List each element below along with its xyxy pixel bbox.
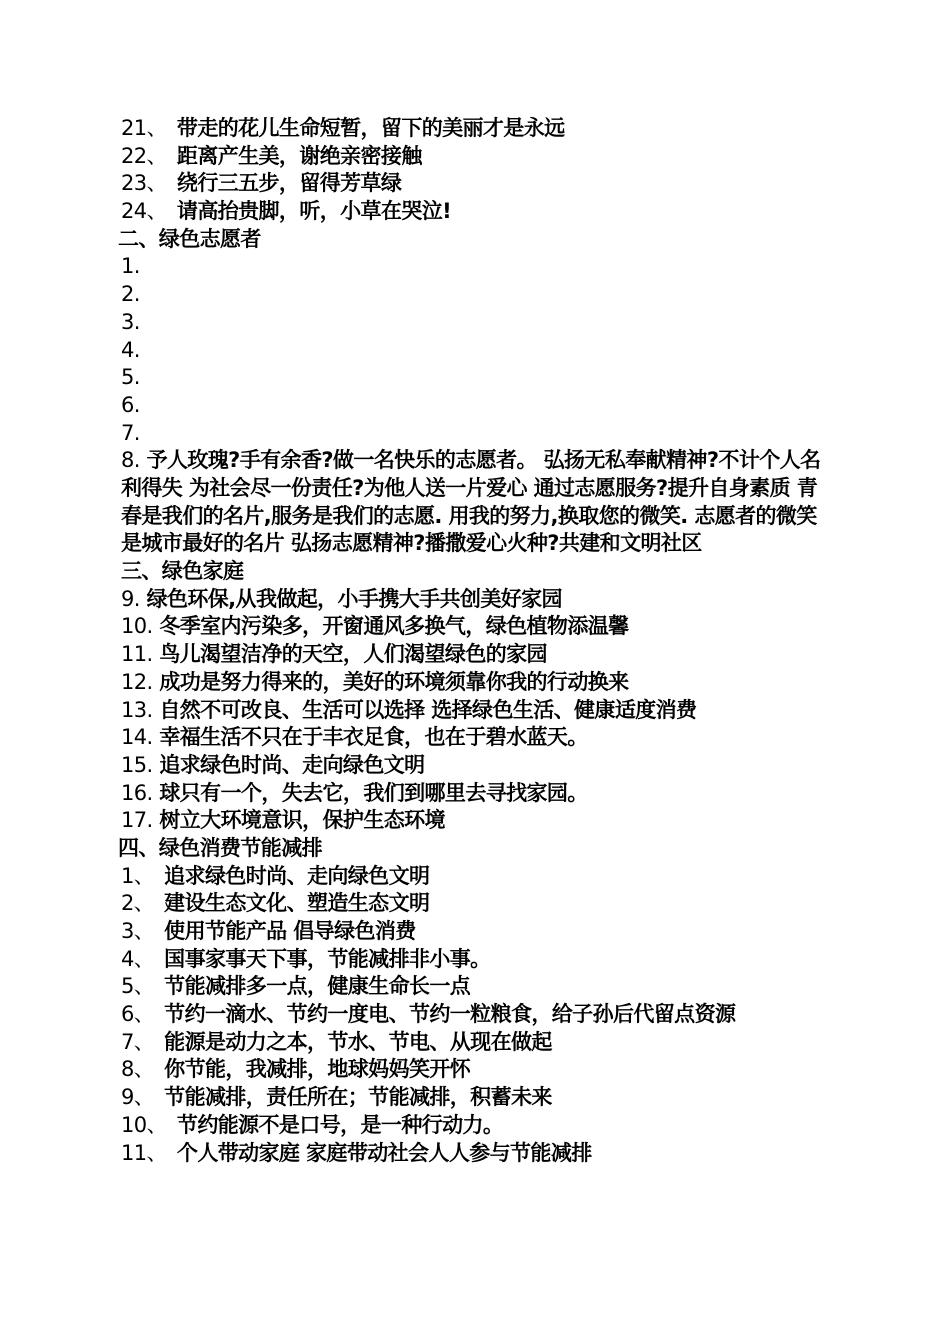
list-item-paragraph bbox=[118, 1001, 836, 1029]
item-number: 21、 bbox=[121, 116, 167, 140]
item-number: 9、 bbox=[121, 1085, 155, 1110]
item-number: 9. bbox=[121, 586, 140, 611]
item-text: 你节能，我减排，地球妈妈笑开怀 bbox=[164, 1057, 471, 1082]
item-number: 4、 bbox=[121, 946, 155, 971]
list-item bbox=[118, 669, 848, 697]
item-text: 带走的花儿生命短暂，留下的美丽才是永远 bbox=[176, 116, 565, 140]
list-item bbox=[118, 724, 848, 752]
list-item: 6. bbox=[121, 392, 140, 417]
list-item bbox=[118, 807, 848, 835]
list-item bbox=[118, 946, 848, 974]
list-item bbox=[118, 586, 848, 614]
item-number: 7、 bbox=[121, 1029, 155, 1054]
item-number: 16. bbox=[121, 780, 153, 805]
list-item bbox=[118, 613, 848, 641]
list-item bbox=[118, 890, 848, 918]
item-number: 10. bbox=[121, 614, 153, 639]
list-item bbox=[118, 1112, 848, 1140]
item-number: 22、 bbox=[121, 143, 167, 168]
item-number: 10、 bbox=[121, 1112, 167, 1137]
list-item bbox=[118, 973, 848, 1001]
item-text: 追求绿色时尚、走向绿色文明 bbox=[159, 752, 425, 777]
item-number: 8、 bbox=[121, 1057, 155, 1082]
item-number: 2、 bbox=[121, 891, 155, 916]
section-heading: 四、绿色消费节能减排 bbox=[118, 835, 322, 860]
list-item: 1. bbox=[121, 254, 140, 279]
section-heading: 二、绿色志愿者 bbox=[118, 226, 261, 251]
item-text: 自然不可改良、生活可以选择 选择绿色生活、健康适度消费 bbox=[159, 697, 697, 722]
list-item bbox=[118, 780, 848, 808]
list-item: 7. bbox=[121, 420, 140, 445]
list-item bbox=[118, 918, 848, 946]
item-text: 绕行三五步，留得芳草绿 bbox=[176, 171, 402, 196]
item-text: 鸟儿渴望洁净的天空，人们渴望绿色的家园 bbox=[159, 642, 547, 667]
list-item bbox=[118, 1140, 848, 1168]
item-text: 追求绿色时尚、走向绿色文明 bbox=[164, 863, 430, 888]
item-text: 冬季室内污染多，开窗通风多换气，绿色植物添温馨 bbox=[159, 614, 629, 639]
item-number: 1、 bbox=[121, 863, 155, 888]
item-text: 予人玫瑰?手有余香?做一名快乐的志愿者。 弘扬无私奉献精神?不计个人名利得失 为社会尽一份责任?为他人送一片爱心 通过志愿服务?提升自身素质 青春是我们的名片,服务是我们的志愿. 用我的努力,换取您的微笑. 志愿者的微笑是城市最好的名片 弘扬志愿精神?播撒爱心火种?共建和文明社区 bbox=[121, 448, 821, 556]
item-text: 个人带动家庭 家庭带动社会人人参与节能减排 bbox=[176, 1140, 592, 1165]
item-text: 节约能源不是口号，是一种行动力。 bbox=[176, 1112, 504, 1137]
list-item bbox=[118, 1029, 848, 1057]
item-number: 15. bbox=[121, 752, 153, 777]
item-text: 成功是努力得来的，美好的环境须靠你我的行动换来 bbox=[159, 669, 629, 694]
list-item bbox=[118, 1084, 848, 1112]
list-item bbox=[118, 198, 848, 226]
item-number: 11、 bbox=[121, 1140, 167, 1165]
list-item bbox=[118, 170, 848, 198]
item-text: 距离产生美，谢绝亲密接触 bbox=[176, 143, 422, 168]
item-number: 17. bbox=[121, 808, 153, 833]
item-text: 能源是动力之本，节水、节电、从现在做起 bbox=[164, 1029, 552, 1054]
list-item bbox=[118, 863, 848, 891]
list-item bbox=[118, 697, 848, 725]
document-page bbox=[118, 115, 848, 1167]
item-text: 请高抬贵脚，听，小草在哭泣! bbox=[176, 199, 452, 224]
item-text: 建设生态文化、塑造生态文明 bbox=[164, 891, 430, 916]
item-text: 幸福生活不只在于丰衣足食，也在于碧水蓝天。 bbox=[159, 725, 588, 750]
item-text: 节能减排多一点，健康生命长一点 bbox=[164, 974, 471, 999]
item-number: 13. bbox=[121, 697, 153, 722]
list-item bbox=[118, 115, 848, 143]
item-text: 国事家事天下事，节能减排非小事。 bbox=[164, 946, 491, 971]
list-item: 2. bbox=[121, 282, 140, 307]
item-text: 绿色环保,从我做起，小手携大手共创美好家园 bbox=[146, 586, 562, 611]
list-item bbox=[118, 143, 848, 171]
item-text: 节能减排，责任所在；节能减排，积蓄未来 bbox=[164, 1085, 552, 1110]
item-number: 14. bbox=[121, 725, 153, 750]
list-item bbox=[118, 752, 848, 780]
item-number: 5、 bbox=[121, 974, 155, 999]
item-number: 8. bbox=[121, 448, 140, 473]
list-item: 5. bbox=[121, 365, 140, 390]
list-item bbox=[118, 1056, 848, 1084]
list-item: 4. bbox=[121, 337, 140, 362]
section-heading: 三、绿色家庭 bbox=[121, 559, 244, 584]
item-text: 节约一滴水、节约一度电、节约一粒粮食，给子孙后代留点资源 bbox=[164, 1002, 736, 1027]
item-number: 24、 bbox=[121, 199, 167, 224]
item-number: 3、 bbox=[121, 919, 155, 943]
list-item-paragraph bbox=[118, 447, 836, 558]
item-number: 11. bbox=[121, 642, 153, 667]
list-item bbox=[118, 641, 848, 669]
list-item: 3. bbox=[121, 309, 140, 334]
item-text: 使用节能产品 倡导绿色消费 bbox=[164, 919, 416, 943]
item-text: 球只有一个，失去它，我们到哪里去寻找家园。 bbox=[159, 780, 588, 805]
item-number: 12. bbox=[121, 669, 153, 694]
item-number: 23、 bbox=[121, 171, 167, 196]
item-text: 树立大环境意识，保护生态环境 bbox=[159, 808, 445, 833]
item-number: 6、 bbox=[121, 1002, 155, 1027]
